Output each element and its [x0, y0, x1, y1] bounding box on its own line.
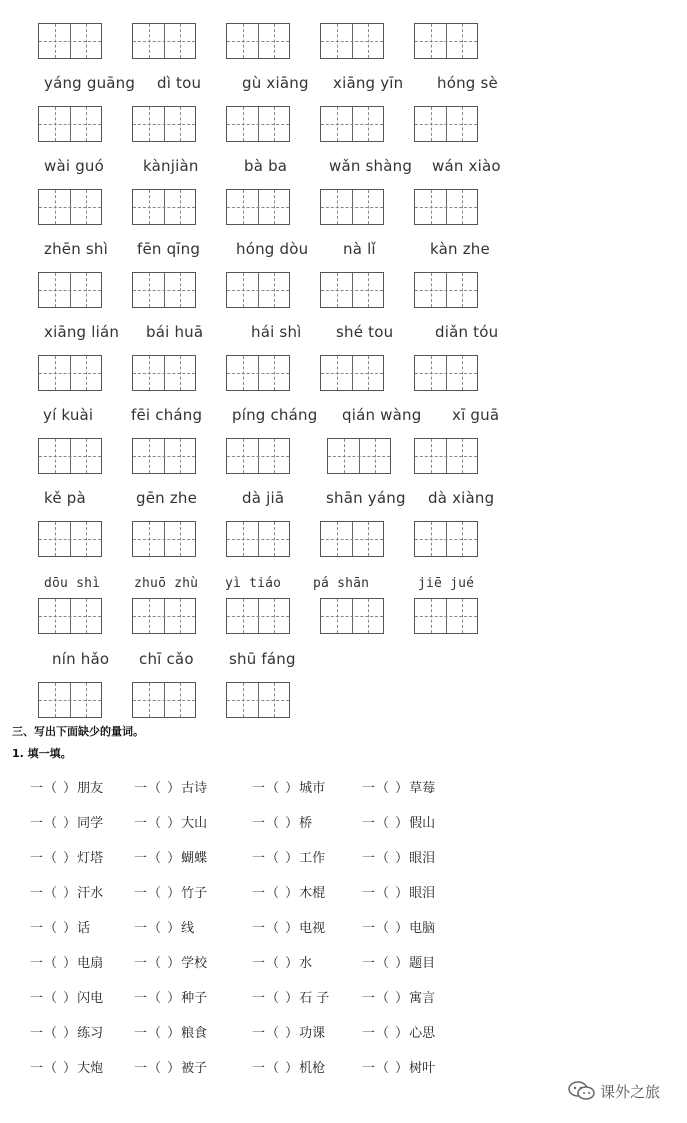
writing-grid[interactable] [226, 682, 290, 718]
blank-field[interactable]: 一（ ） [134, 886, 182, 901]
pinyin-label: dì tou [157, 74, 202, 92]
quantifier-item [134, 952, 207, 971]
noun-label: 电扇 [77, 956, 104, 971]
blank-field[interactable]: 一（ ） [252, 851, 300, 866]
noun-label: 城市 [299, 781, 326, 796]
writing-grid[interactable] [226, 355, 290, 391]
blank-field[interactable]: 一（ ） [134, 816, 182, 831]
pinyin-label: fēi cháng [131, 406, 203, 424]
pinyin-label: yáng guāng [44, 74, 136, 92]
pinyin-label: xī guā [452, 406, 500, 424]
writing-grid[interactable] [132, 189, 196, 225]
blank-field[interactable]: 一（ ） [30, 991, 78, 1006]
quantifier-item [362, 812, 435, 831]
pinyin-label: shū fáng [229, 650, 296, 668]
writing-grid[interactable] [38, 682, 102, 718]
writing-grid[interactable] [226, 438, 290, 474]
writing-grid[interactable] [414, 598, 478, 634]
quantifier-item [30, 987, 103, 1006]
blank-field[interactable]: 一（ ） [134, 956, 182, 971]
writing-grid[interactable] [38, 272, 102, 308]
pinyin-label: yí kuài [43, 406, 94, 424]
blank-field[interactable]: 一（ ） [30, 851, 78, 866]
writing-grid[interactable] [38, 355, 102, 391]
writing-grid[interactable] [132, 598, 196, 634]
blank-field[interactable]: 一（ ） [252, 956, 300, 971]
quantifier-item [30, 812, 103, 831]
quantifier-item [362, 847, 435, 866]
pinyin-label: pá shān [313, 576, 370, 591]
noun-label: 功课 [299, 1026, 326, 1041]
quantifier-item [30, 917, 90, 936]
noun-label: 电脑 [409, 921, 436, 936]
pinyin-label: diǎn tóu [435, 323, 499, 341]
writing-grid[interactable] [320, 23, 384, 59]
quantifier-item [252, 987, 329, 1006]
noun-label: 灯塔 [77, 851, 104, 866]
blank-field[interactable]: 一（ ） [30, 816, 78, 831]
pinyin-label: wǎn shàng [329, 157, 413, 175]
noun-label: 古诗 [181, 781, 208, 796]
blank-field[interactable]: 一（ ） [30, 1061, 78, 1076]
writing-grid[interactable] [132, 272, 196, 308]
blank-field[interactable]: 一（ ） [252, 886, 300, 901]
blank-field[interactable]: 一（ ） [252, 781, 300, 796]
writing-grid[interactable] [38, 598, 102, 634]
writing-grid[interactable] [414, 521, 478, 557]
pinyin-label: yì tiáo [225, 576, 282, 591]
blank-field[interactable]: 一（ ） [134, 921, 182, 936]
quantifier-item [252, 812, 312, 831]
writing-grid[interactable] [132, 106, 196, 142]
pinyin-label: dà xiàng [428, 489, 495, 507]
quantifier-item [252, 777, 325, 796]
blank-field[interactable]: 一（ ） [134, 1026, 182, 1041]
blank-field[interactable]: 一（ ） [362, 851, 410, 866]
writing-grid[interactable] [132, 23, 196, 59]
quantifier-item [30, 847, 103, 866]
blank-field[interactable]: 一（ ） [134, 1061, 182, 1076]
writing-grid[interactable] [320, 521, 384, 557]
quantifier-item [362, 917, 435, 936]
pinyin-label: dōu shì [44, 576, 101, 591]
writing-grid[interactable] [414, 23, 478, 59]
writing-grid[interactable] [414, 355, 478, 391]
writing-grid[interactable] [320, 272, 384, 308]
sub-title: 1. 填一填。 [12, 747, 72, 760]
noun-label: 题目 [409, 956, 436, 971]
writing-grid[interactable] [226, 272, 290, 308]
blank-field[interactable]: 一（ ） [134, 781, 182, 796]
pinyin-label: xiāng yīn [333, 74, 404, 92]
quantifier-item [134, 917, 194, 936]
quantifier-item [362, 987, 435, 1006]
quantifier-item [252, 882, 325, 901]
quantifier-item [134, 1057, 207, 1076]
noun-label: 蝴蝶 [181, 851, 208, 866]
pinyin-label: nín hǎo [52, 650, 110, 668]
noun-label: 眼泪 [409, 886, 436, 901]
noun-label: 水 [299, 956, 313, 971]
noun-label: 心思 [409, 1026, 436, 1041]
blank-field[interactable]: 一（ ） [30, 886, 78, 901]
pinyin-label: wài guó [44, 157, 105, 175]
quantifier-item [134, 882, 207, 901]
noun-label: 桥 [299, 816, 313, 831]
blank-field[interactable]: 一（ ） [362, 956, 410, 971]
blank-field[interactable]: 一（ ） [252, 1061, 300, 1076]
writing-grid[interactable] [38, 521, 102, 557]
quantifier-item [134, 812, 207, 831]
writing-grid[interactable] [414, 272, 478, 308]
pinyin-label: gù xiāng [242, 74, 309, 92]
writing-grid[interactable] [132, 438, 196, 474]
wechat-icon [568, 1080, 596, 1102]
blank-field[interactable]: 一（ ） [30, 1026, 78, 1041]
blank-field[interactable]: 一（ ） [252, 921, 300, 936]
pinyin-label: qián wàng [342, 406, 422, 424]
quantifier-item [30, 952, 103, 971]
pinyin-label: chī cǎo [139, 650, 194, 668]
pinyin-label: píng cháng [232, 406, 318, 424]
writing-grid[interactable] [38, 106, 102, 142]
quantifier-item [252, 917, 325, 936]
noun-label: 被子 [181, 1061, 208, 1076]
noun-label: 同学 [77, 816, 104, 831]
blank-field[interactable]: 一（ ） [362, 816, 410, 831]
quantifier-item [362, 777, 435, 796]
writing-grid[interactable] [320, 598, 384, 634]
quantifier-item [362, 1022, 435, 1041]
writing-grid[interactable] [226, 189, 290, 225]
noun-label: 朋友 [77, 781, 104, 796]
writing-grid[interactable] [226, 23, 290, 59]
quantifier-item [362, 1057, 435, 1076]
blank-field[interactable]: 一（ ） [362, 781, 410, 796]
blank-field[interactable]: 一（ ） [252, 816, 300, 831]
writing-grid[interactable] [320, 106, 384, 142]
writing-grid[interactable] [320, 189, 384, 225]
writing-grid[interactable] [132, 682, 196, 718]
pinyin-label: gēn zhe [136, 489, 198, 507]
pinyin-label: kàn zhe [430, 240, 490, 258]
quantifier-item [252, 952, 312, 971]
noun-label: 大炮 [77, 1061, 104, 1076]
pinyin-label: hái shì [251, 323, 302, 341]
writing-grid[interactable] [226, 106, 290, 142]
pinyin-label: bái huā [146, 323, 204, 341]
blank-field[interactable]: 一（ ） [252, 1026, 300, 1041]
writing-grid[interactable] [38, 438, 102, 474]
quantifier-item [252, 847, 325, 866]
pinyin-label: dà jiā [242, 489, 285, 507]
noun-label: 汗水 [77, 886, 104, 901]
blank-field[interactable]: 一（ ） [30, 921, 78, 936]
quantifier-item [30, 882, 103, 901]
noun-label: 闪电 [77, 991, 104, 1006]
writing-grid[interactable] [132, 521, 196, 557]
noun-label: 粮食 [181, 1026, 208, 1041]
pinyin-label: xiāng lián [44, 323, 120, 341]
pinyin-label: nà lǐ [343, 240, 376, 258]
pinyin-label: wán xiào [432, 157, 501, 175]
noun-label: 树叶 [409, 1061, 436, 1076]
pinyin-label: hóng dòu [236, 240, 309, 258]
watermark-text: 课外之旅 [600, 1082, 661, 1101]
writing-grid[interactable] [38, 23, 102, 59]
writing-grid[interactable] [414, 189, 478, 225]
writing-grid[interactable] [226, 598, 290, 634]
quantifier-item [134, 987, 207, 1006]
noun-label: 大山 [181, 816, 208, 831]
quantifier-item [134, 847, 207, 866]
noun-label: 学校 [181, 956, 208, 971]
pinyin-label: zhēn shì [44, 240, 108, 258]
blank-field[interactable]: 一（ ） [362, 886, 410, 901]
blank-field[interactable]: 一（ ） [134, 851, 182, 866]
writing-grid[interactable] [132, 355, 196, 391]
quantifier-item [30, 777, 103, 796]
noun-label: 话 [77, 921, 91, 936]
pinyin-label: kànjiàn [143, 157, 199, 175]
noun-label: 假山 [409, 816, 436, 831]
pinyin-label: shān yáng [326, 489, 406, 507]
pinyin-label: zhuō zhù [134, 576, 199, 591]
quantifier-item [252, 1057, 325, 1076]
blank-field[interactable]: 一（ ） [30, 956, 78, 971]
writing-grid[interactable] [320, 355, 384, 391]
noun-label: 线 [181, 921, 195, 936]
section-title: 三、写出下面缺少的量词。 [12, 725, 144, 738]
quantifier-item [134, 1022, 207, 1041]
writing-grid[interactable] [414, 106, 478, 142]
noun-label: 石 子 [299, 991, 330, 1006]
writing-grid[interactable] [414, 438, 478, 474]
noun-label: 种子 [181, 991, 208, 1006]
noun-label: 工作 [299, 851, 326, 866]
noun-label: 木棍 [299, 886, 326, 901]
blank-field[interactable]: 一（ ） [362, 1061, 410, 1076]
pinyin-label: jiē jué [418, 576, 475, 591]
quantifier-item [252, 1022, 325, 1041]
writing-grid[interactable] [226, 521, 290, 557]
pinyin-label: kě pà [44, 489, 86, 507]
blank-field[interactable]: 一（ ） [30, 781, 78, 796]
blank-field[interactable]: 一（ ） [362, 991, 410, 1006]
noun-label: 眼泪 [409, 851, 436, 866]
writing-grid[interactable] [38, 189, 102, 225]
noun-label: 竹子 [181, 886, 208, 901]
quantifier-item [30, 1022, 103, 1041]
quantifier-item [362, 882, 435, 901]
noun-label: 寓言 [409, 991, 436, 1006]
quantifier-item [30, 1057, 103, 1076]
pinyin-label: fēn qīng [137, 240, 201, 258]
pinyin-label: shé tou [336, 323, 394, 341]
noun-label: 草莓 [409, 781, 436, 796]
watermark [568, 1080, 660, 1102]
writing-grid[interactable] [327, 438, 391, 474]
blank-field[interactable]: 一（ ） [134, 991, 182, 1006]
noun-label: 练习 [77, 1026, 104, 1041]
blank-field[interactable]: 一（ ） [362, 921, 410, 936]
blank-field[interactable]: 一（ ） [362, 1026, 410, 1041]
quantifier-item [362, 952, 435, 971]
blank-field[interactable]: 一（ ） [252, 991, 300, 1006]
pinyin-label: bà ba [244, 157, 288, 175]
pinyin-label: hóng sè [437, 74, 498, 92]
noun-label: 机枪 [299, 1061, 326, 1076]
noun-label: 电视 [299, 921, 326, 936]
quantifier-item [134, 777, 207, 796]
